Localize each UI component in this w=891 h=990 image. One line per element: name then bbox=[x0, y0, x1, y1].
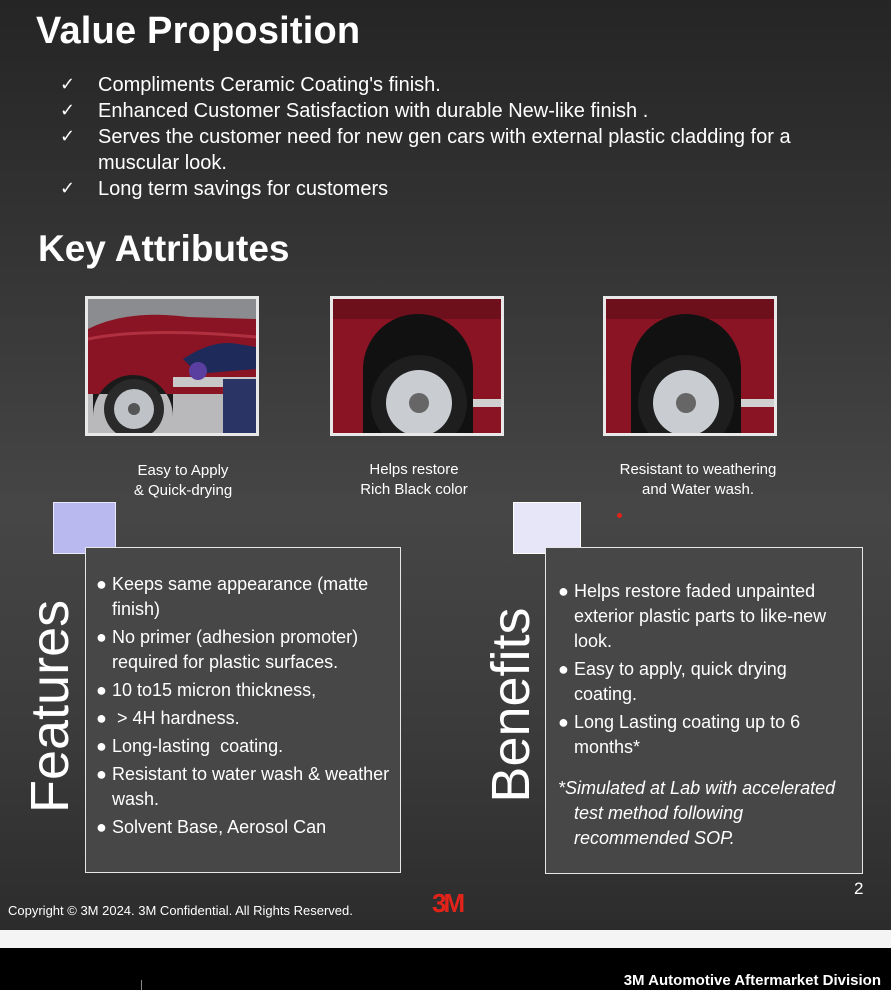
check-icon: ✓ bbox=[60, 126, 76, 147]
list-item: ● > 4H hardness. bbox=[96, 708, 240, 728]
list-item: ● Helps restore faded unpainted exterior plastic parts to like-new look. bbox=[558, 581, 827, 651]
attribute-caption: Resistant to weathering and Water wash. bbox=[619, 461, 777, 498]
section-heading: Key Attributes bbox=[38, 228, 290, 269]
division-label: 3M Automotive Aftermarket Division bbox=[623, 972, 881, 989]
value-points-list bbox=[60, 72, 860, 202]
page-title: Value Proposition bbox=[36, 10, 361, 52]
divider bbox=[141, 980, 142, 990]
list-item: ● Long-lasting coating. bbox=[96, 736, 284, 756]
list-item: ✓ Compliments Ceramic Coating's finish. bbox=[60, 74, 441, 96]
divider-band bbox=[0, 930, 891, 948]
wheel-arch-photo bbox=[603, 296, 777, 436]
list-item: ● Solvent Base, Aerosol Can bbox=[96, 817, 327, 837]
footnote: *Simulated at Lab with accelerated test method following recommended SOP. bbox=[558, 778, 836, 848]
list-item: ✓ Enhanced Customer Satisfaction with durable New-like finish . bbox=[60, 100, 649, 122]
page-number: 2 bbox=[854, 879, 864, 898]
list-item: ● Resistant to water wash & weather wash. bbox=[96, 764, 390, 809]
copyright: Copyright © 3M 2024. 3M Confidential. All Rights Reserved. bbox=[8, 903, 353, 918]
list-item: ✓ Serves the customer need for new gen cars with external plastic cladding for a muscular look. bbox=[60, 126, 791, 174]
list-item: ● Easy to apply, quick drying coating. bbox=[558, 659, 787, 704]
features-box bbox=[85, 547, 401, 873]
attribute-caption: Easy to Apply & Quick-drying bbox=[133, 462, 233, 499]
attribute-caption: Helps restore Rich Black color bbox=[360, 461, 468, 498]
list-item: ● No primer (adhesion promoter) required for plastic surfaces. bbox=[96, 627, 359, 672]
check-icon: ✓ bbox=[60, 74, 76, 95]
list-item: ● 10 to15 micron thickness, bbox=[96, 680, 317, 700]
benefits-box bbox=[545, 547, 863, 874]
benefits-label: Benefits bbox=[481, 607, 541, 803]
footer-bar bbox=[0, 948, 891, 988]
list-item: ✓ Long term savings for customers bbox=[60, 178, 389, 200]
check-icon: ✓ bbox=[60, 100, 76, 121]
applying-coating-photo bbox=[85, 296, 259, 436]
wheel-arch-photo bbox=[330, 296, 504, 436]
brand-logo: 3M bbox=[432, 888, 463, 918]
red-dot bbox=[617, 513, 622, 518]
list-item: ● Long Lasting coating up to 6 months* bbox=[558, 712, 801, 757]
check-icon: ✓ bbox=[60, 178, 76, 199]
list-item: ● Keeps same appearance (matte finish) bbox=[96, 574, 369, 619]
features-label: Features bbox=[20, 599, 80, 813]
